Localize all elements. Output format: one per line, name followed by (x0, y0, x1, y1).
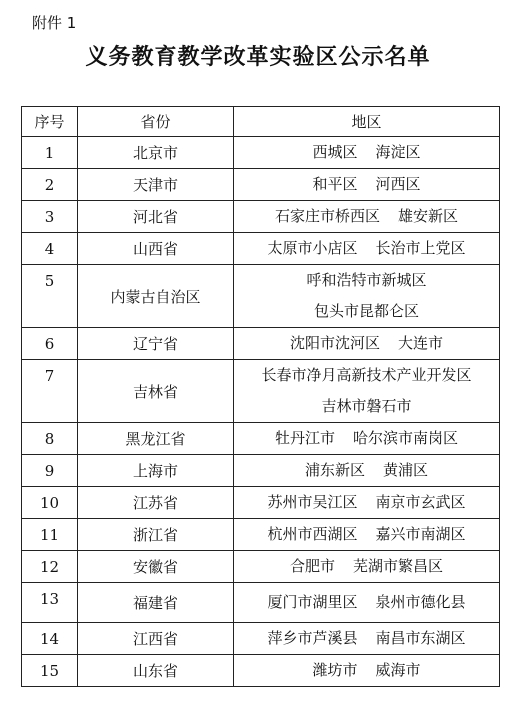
region-name: 合肥市 (289, 557, 335, 575)
row-number: 6 (22, 328, 78, 360)
region-cell (234, 551, 500, 583)
region-name: 沈阳市沈河区 (289, 334, 380, 352)
table-row (22, 583, 500, 623)
region-name: 呼和浩特市新城区 (306, 271, 427, 289)
region-line (234, 587, 499, 618)
region-cell (234, 169, 500, 201)
region-line (234, 265, 499, 296)
region-line (234, 201, 499, 232)
region-name: 萍乡市芦溪县 (267, 629, 358, 647)
region-cell (234, 583, 500, 623)
region-name: 南京市玄武区 (375, 493, 466, 511)
region-name: 包头市昆都仑区 (313, 302, 419, 320)
annex-label: 附件 1 (32, 14, 77, 32)
row-number: 3 (22, 201, 78, 233)
row-number: 1 (22, 137, 78, 169)
province-cell: 上海市 (78, 455, 234, 487)
region-line (234, 623, 499, 654)
region-cell (234, 487, 500, 519)
table-row (22, 137, 500, 169)
region-line (234, 655, 499, 686)
region-line (234, 233, 499, 264)
province-cell: 黑龙江省 (78, 423, 234, 455)
region-name: 芜湖市繁昌区 (353, 557, 444, 575)
page-title: 义务教育教学改革实验区公示名单 (85, 45, 431, 70)
region-name: 浦东新区 (304, 461, 365, 479)
province-cell: 江西省 (78, 623, 234, 655)
province-cell: 内蒙古自治区 (78, 265, 234, 328)
region-cell (234, 328, 500, 360)
region-cell (234, 137, 500, 169)
row-number: 14 (22, 623, 78, 655)
experimental-zone-table (21, 106, 500, 687)
row-number: 10 (22, 487, 78, 519)
region-cell (234, 519, 500, 551)
region-cell (234, 233, 500, 265)
table-row (22, 551, 500, 583)
region-line (234, 360, 499, 391)
table-header-row (22, 107, 500, 137)
region-name: 牡丹江市 (274, 429, 335, 447)
region-cell (234, 201, 500, 233)
region-line (234, 296, 499, 327)
region-line (234, 487, 499, 518)
region-name: 海淀区 (375, 143, 421, 161)
row-number: 8 (22, 423, 78, 455)
region-line (234, 551, 499, 582)
region-name: 哈尔滨市南岗区 (353, 429, 459, 447)
table-row (22, 265, 500, 328)
region-cell (234, 655, 500, 687)
region-line (234, 169, 499, 200)
region-name: 黄浦区 (383, 461, 429, 479)
table-body (22, 137, 500, 687)
table-row (22, 201, 500, 233)
region-name: 和平区 (312, 175, 358, 193)
region-name: 雄安新区 (398, 207, 459, 225)
region-name: 厦门市湖里区 (267, 593, 358, 611)
region-line (234, 519, 499, 550)
province-cell: 天津市 (78, 169, 234, 201)
region-name: 大连市 (398, 334, 444, 352)
region-name: 潍坊市 (312, 661, 358, 679)
table-row (22, 455, 500, 487)
column-header-region: 地区 (234, 107, 500, 137)
table-row (22, 655, 500, 687)
row-number: 13 (22, 583, 78, 623)
region-cell (234, 455, 500, 487)
region-name: 杭州市西湖区 (267, 525, 358, 543)
table-row (22, 487, 500, 519)
region-name: 太原市小店区 (267, 239, 358, 257)
column-header-province: 省份 (78, 107, 234, 137)
province-cell: 山西省 (78, 233, 234, 265)
row-number: 12 (22, 551, 78, 583)
row-number: 2 (22, 169, 78, 201)
region-line (234, 423, 499, 454)
row-number: 7 (22, 360, 78, 423)
region-name: 西城区 (312, 143, 358, 161)
region-line (234, 137, 499, 168)
table-row (22, 360, 500, 423)
region-cell (234, 623, 500, 655)
province-cell: 山东省 (78, 655, 234, 687)
region-line (234, 391, 499, 422)
province-cell: 北京市 (78, 137, 234, 169)
region-cell (234, 360, 500, 423)
table-row (22, 328, 500, 360)
province-cell: 安徽省 (78, 551, 234, 583)
region-name: 河西区 (375, 175, 421, 193)
table-row (22, 623, 500, 655)
row-number: 15 (22, 655, 78, 687)
row-number: 5 (22, 265, 78, 328)
region-line (234, 455, 499, 486)
province-cell: 辽宁省 (78, 328, 234, 360)
region-cell (234, 423, 500, 455)
table-row (22, 423, 500, 455)
region-name: 威海市 (375, 661, 421, 679)
region-name: 长治市上党区 (375, 239, 466, 257)
province-cell: 江苏省 (78, 487, 234, 519)
region-name: 长春市净月高新技术产业开发区 (261, 366, 472, 384)
region-line (234, 328, 499, 359)
province-cell: 河北省 (78, 201, 234, 233)
province-cell: 吉林省 (78, 360, 234, 423)
column-header-number: 序号 (22, 107, 78, 137)
region-name: 泉州市德化县 (375, 593, 466, 611)
row-number: 11 (22, 519, 78, 551)
table-row (22, 519, 500, 551)
region-name: 嘉兴市南湖区 (375, 525, 466, 543)
region-name: 石家庄市桥西区 (274, 207, 380, 225)
table-row (22, 169, 500, 201)
row-number: 4 (22, 233, 78, 265)
row-number: 9 (22, 455, 78, 487)
region-cell (234, 265, 500, 328)
region-name: 南昌市东湖区 (375, 629, 466, 647)
table-row (22, 233, 500, 265)
region-name: 吉林市磐石市 (321, 397, 412, 415)
region-name: 苏州市吴江区 (267, 493, 358, 511)
province-cell: 福建省 (78, 583, 234, 623)
province-cell: 浙江省 (78, 519, 234, 551)
